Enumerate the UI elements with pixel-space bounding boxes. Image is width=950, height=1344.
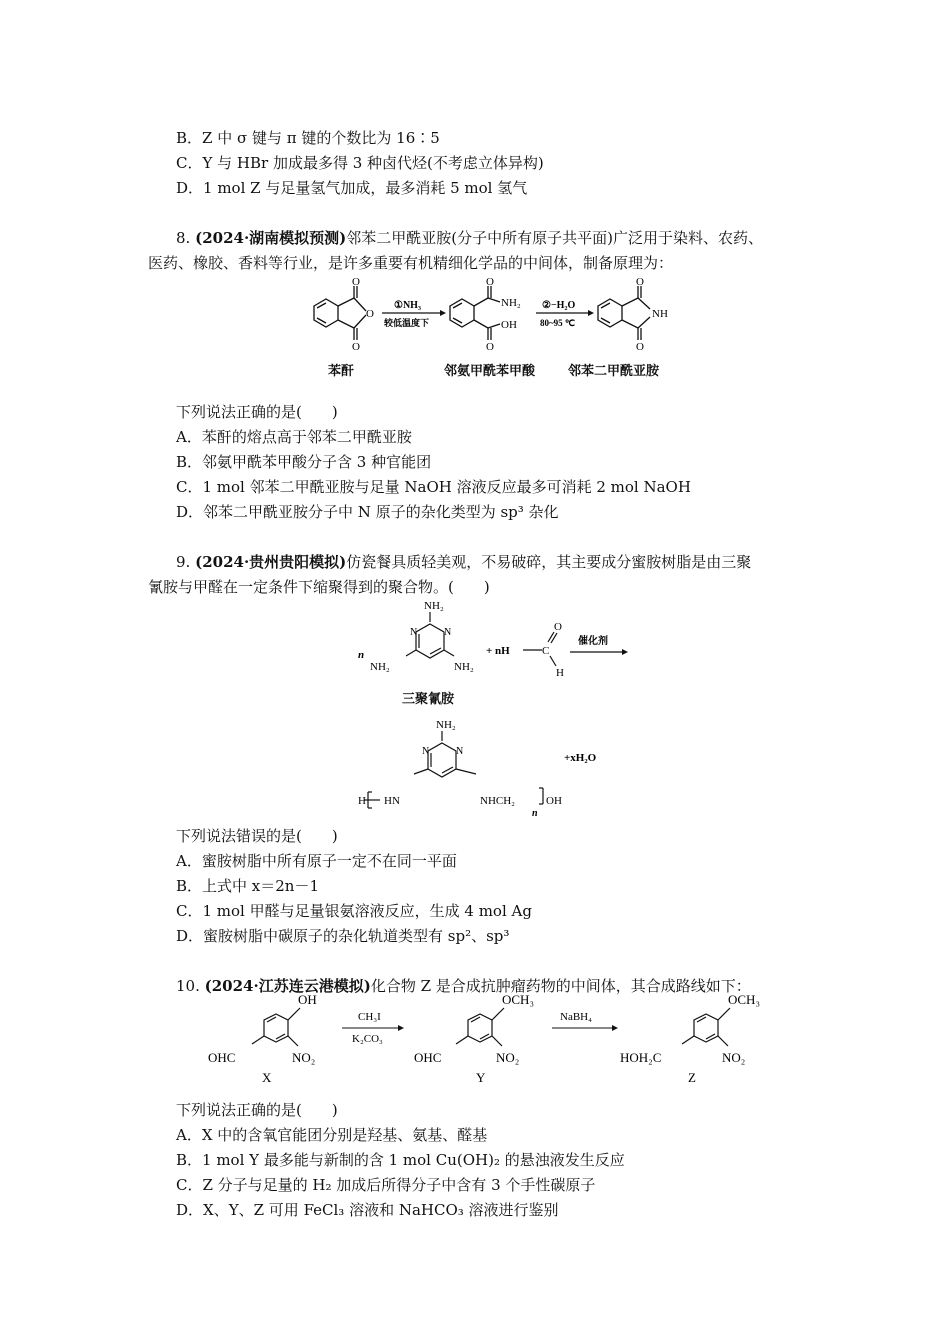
arrow2-reagent: ②−H₂O	[542, 300, 576, 311]
formaldehyde-h: H	[556, 667, 564, 679]
water-product: +xH₂O	[564, 752, 597, 764]
x-no2: NO₂	[292, 1050, 316, 1065]
q8-number: 8.	[176, 229, 191, 247]
polymer-n-subscript: n	[532, 808, 538, 818]
q8-prompt: 下列说法正确的是( )	[176, 403, 338, 421]
z-och3: OCH₃	[728, 992, 760, 1007]
y-label: Y	[476, 1070, 486, 1085]
reagent-k2co3: K₂CO₃	[352, 1033, 383, 1045]
q9-option-c: C．1 mol 甲醛与足量银氨溶液反应，生成 4 mol Ag	[176, 902, 532, 920]
q9-text1: 仿瓷餐具质轻美观，不易破碎，其主要成分蜜胺树脂是由三聚	[346, 553, 752, 571]
q9-prompt: 下列说法错误的是( )	[176, 827, 338, 845]
q8-stem-line1	[176, 228, 763, 248]
x-oh: OH	[298, 992, 317, 1007]
label-melamine: 三聚氰胺	[402, 692, 455, 707]
polymer-nh2: NH₂	[436, 719, 456, 731]
anhydride-o-bottom: O	[352, 341, 360, 353]
imide-nh: NH	[652, 308, 668, 320]
label-phthalic-anhydride: 苯酐	[328, 364, 355, 379]
amic-nh2: NH₂	[501, 297, 521, 309]
melamine-nh2-right: NH₂	[454, 661, 474, 673]
arrow1-condition: 较低温度下	[384, 318, 430, 328]
polymer-end-h: H	[358, 795, 366, 807]
melamine-nh2-left: NH₂	[370, 661, 390, 673]
q8-option-d: D．邻苯二甲酰亚胺分子中 N 原子的杂化类型为 sp³ 杂化	[176, 503, 559, 521]
amic-o-bottom: O	[486, 341, 494, 353]
z-no2: NO₂	[722, 1050, 746, 1065]
x-ring	[252, 1008, 300, 1046]
q8-option-c: C．1 mol 邻苯二甲酰亚胺与足量 NaOH 溶液反应最多可消耗 2 mol NaOH	[176, 478, 691, 496]
q9-option-b: B．上式中 x＝2n－1	[176, 877, 319, 895]
melamine-n2: N	[444, 627, 452, 638]
arrow2-condition: 80~95 ℃	[540, 318, 576, 328]
q8-source: (2024·湖南模拟预测)	[195, 229, 347, 247]
x-label: X	[262, 1070, 272, 1085]
q10-text1: 化合物 Z 是合成抗肿瘤药物的中间体，其合成路线如下：	[370, 977, 751, 995]
q9-number: 9.	[176, 553, 191, 571]
q9-stem-line1	[176, 552, 751, 572]
formaldehyde-prefix: + nH	[486, 645, 510, 657]
q7-option-d: D．1 mol Z 与足量氢气加成，最多消耗 5 mol 氢气	[176, 179, 528, 197]
q10-number: 10.	[176, 977, 200, 995]
catalyst-label: 催化剂	[578, 636, 608, 647]
q10-source: (2024·江苏连云港模拟)	[204, 977, 371, 995]
reagent-ch3i: CH₃I	[358, 1011, 381, 1023]
label-phthalimide: 邻苯二甲酰亚胺	[568, 364, 660, 379]
arrow1-reagent: ①NH₃	[394, 300, 421, 311]
q8-stem-line2: 医药、橡胶、香料等行业，是许多重要有机精细化学品的中间体，制备原理为：	[148, 254, 674, 272]
q10-option-a: A．X 中的含氧官能团分别是羟基、氨基、醛基	[176, 1126, 488, 1144]
q10-option-c: C．Z 分子与足量的 H₂ 加成后所得分子中含有 3 个手性碳原子	[176, 1176, 596, 1194]
polymer-n1: N	[422, 746, 430, 757]
amic-o-top: O	[486, 276, 494, 288]
polymer-nhch2: NHCH₂	[480, 795, 516, 807]
q9-option-a: A．蜜胺树脂中所有原子一定不在同一平面	[176, 852, 457, 870]
melamine-n1: N	[410, 627, 418, 638]
q7-option-b: B．Z 中 σ 键与 π 键的个数比为 16∶5	[176, 129, 440, 147]
melamine-nh2-top: NH₂	[424, 600, 444, 612]
q10-prompt: 下列说法正确的是( )	[176, 1101, 338, 1119]
phthalimide-structure	[598, 286, 650, 340]
coeff-n: n	[358, 649, 365, 661]
polymer-n2: N	[456, 746, 464, 757]
q10-option-b: B．1 mol Y 最多能与新制的含 1 mol Cu(OH)₂ 的悬浊液发生反应	[176, 1151, 625, 1169]
phthalic-anhydride-structure	[314, 286, 366, 340]
label-phthalamic-acid: 邻氨甲酰苯甲酸	[444, 364, 536, 379]
z-ring	[682, 1008, 730, 1046]
q8-option-a: A．苯酐的熔点高于邻苯二甲酰亚胺	[176, 428, 412, 446]
phthalamic-acid-structure	[450, 286, 500, 340]
y-ohc: OHC	[414, 1050, 442, 1065]
reagent-nabh4: NaBH₄	[560, 1011, 592, 1023]
polymer-end-oh: OH	[546, 795, 562, 807]
anhydride-o-ring: O	[366, 308, 374, 320]
y-no2: NO₂	[496, 1050, 520, 1065]
anhydride-o-top: O	[352, 276, 360, 288]
x-ohc: OHC	[208, 1050, 236, 1065]
q10-reaction-scheme	[200, 990, 800, 1086]
q10-option-d: D．X、Y、Z 可用 FeCl₃ 溶液和 NaHCO₃ 溶液进行鉴别	[176, 1201, 559, 1219]
imide-o-top: O	[636, 276, 644, 288]
q7-option-c: C．Y 与 HBr 加成最多得 3 种卤代烃(不考虑立体异构)	[176, 154, 544, 172]
q8-text1: 邻苯二甲酰亚胺(分子中所有原子共平面)广泛用于染料、农药、	[346, 229, 763, 247]
formaldehyde-bonds	[523, 632, 557, 666]
formaldehyde-c: C	[542, 645, 550, 657]
y-och3: OCH₃	[502, 992, 534, 1007]
imide-o-bottom: O	[636, 341, 644, 353]
z-label: Z	[688, 1070, 696, 1085]
formaldehyde-o: O	[554, 621, 562, 633]
q9-stem-line2: 氰胺与甲醛在一定条件下缩聚得到的聚合物。( )	[148, 578, 490, 596]
y-ring	[456, 1008, 504, 1046]
q8-option-b: B．邻氨甲酰苯甲酸分子含 3 种官能团	[176, 453, 432, 471]
polymer-hn: HN	[384, 795, 400, 807]
q9-option-d: D．蜜胺树脂中碳原子的杂化轨道类型有 sp²、sp³	[176, 927, 510, 945]
q9-reaction-scheme	[350, 598, 650, 818]
z-hoh2c: HOH₂C	[620, 1050, 662, 1065]
amic-oh: OH	[501, 319, 517, 331]
q9-source: (2024·贵州贵阳模拟)	[195, 553, 347, 571]
